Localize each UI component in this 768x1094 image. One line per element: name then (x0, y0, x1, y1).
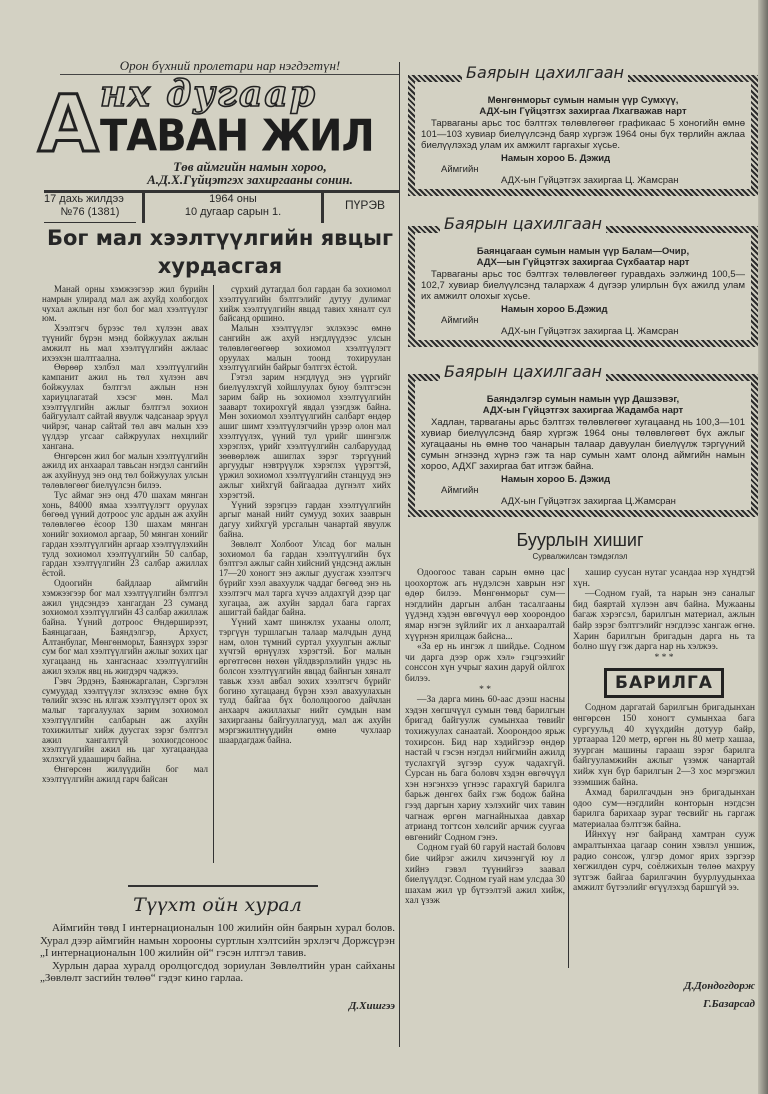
masthead-script-title: нх дугаар (100, 73, 317, 115)
paragraph: Өөрөөр хэлбэл мал хээлтүүлгийн кампанит ажил нь төл хүлээн авч бойжуулах бэлтгэл ажлын нэн хариуцлагатай хэсэг мөн. Мал хээлтүүлгийн ажлыг бэлтгэл зохион байгуулалт сайтай явуулж чадсанаар эрүүл чийрэг, чанар сайтай төл авч малын хээ үүлдэр угсааг сайжруулах нөхцлийг хангана. (42, 362, 208, 451)
telegram-signatures (421, 474, 745, 507)
paragraph: Үүний хамт шинжлэх ухааны ололт, тэргүүн туршлагын талаар малчдын дунд нам, олон түмний суртал ухуулгын ажлыг хүчтэй өрнүүлэх хэрэгтэй. Бог малын өргөтгөсөн нөхөн үйлдвэрлэлийн үндэс нь болсон хээлтүүлгийн явцад байнгын хяналт тавьж хээл авбал зохих хээлтэгч бүрийг богино хугацаанд бүрэн хээл авахуулахын тулд байгаа бүх бололцоогоо дайчлан анхаарч ажиллахыг нийт сумдын нам захиргааны байгууллагууд, мал аж ахуйн мэргэжилтнүүдийн өмнө чухлаар шаардагдаж байна. (219, 617, 391, 745)
feature-inset-label: БАРИЛГА (604, 668, 724, 698)
paragraph: Өнгөрсөн жил бог малын хээлтүүлгийн ажилд их анхаарал тавьсан нэгдэл сангийн аж ахуйнууд энэ онд төл бойжуулах улсын төлөвлөгөөг биелүүлсэн билээ. (42, 450, 208, 490)
telegram-recipient: Мөнгөнморьт сумын намын үүр Сумхүү, (487, 95, 679, 106)
telegram-recipient: Баянцагаан сумын намын үүр Балам—Очир, (476, 246, 690, 257)
paragraph: хашир суусан нутаг усандаа нэр хүндтэй хүн. (573, 568, 755, 589)
issue-date (142, 193, 324, 223)
paragraph: Хурлын дараа хуралд оролцогсдод зориулан Зөвлөлтийн уран сайханы „Зөвлөлт засгийн төлөө“ гэдэг кино гарлаа. (40, 959, 395, 984)
paragraph: сүрхий дутагдал бол гардан ба зохиомол хээлтүүлгийн бэлтгэлийг дутуу дулимаг хийж хээлтүүлгийн явцад тавих хяналт сул байсанд оршино. (219, 284, 391, 324)
telegram-signature-party: Намын хороо Б.Дэжид (501, 304, 608, 315)
paragraph: Аймгийн төвд I интернационалын 100 жилийн ойн баярын хурал болов. Хурал дээр аймгийн намын хорооны суртлын хэлтсийн эрхлэгч Доржсүрэн „I интернационалын 100 жилийн ой“ гэсэн илтгэл тавив. (40, 922, 395, 959)
paragraph: «За ер нь ингэж л шийдье. Содном чи дарга дээр орж хэл» гэцгээхийг сонссон хүн учрыг яахин даруй ойлгох билээ. (405, 642, 565, 684)
telegram-signature-admin: АДХ-ын Гүйцэтгэх захиргаа Ц.Жамсран (501, 496, 676, 507)
paragraph: Малын хээлтүүлэг эхлэхээс өмнө сангийн аж ахуй нэгдлүүдээс улсын төлөвлөгөөгөөр зохиомол хээлтүүлэгт оруулах малын тоонд тохируулан хээлтүүлгийн байрыг бэлтгэх ёстой. (219, 323, 391, 373)
telegram-recipient: Баяндэлгэр сумын намын үүр Дашзэвэг, (486, 394, 680, 405)
scan-edge (758, 0, 768, 1094)
publication-year: 17 дахь жилдээ (44, 193, 124, 205)
paragraph: * * * (654, 652, 674, 663)
feature-article-subtitle: Сурвалжилсан тэмдэглэл (532, 552, 628, 561)
paragraph: Үүний зэрэгцээ гардан хээлтүүлгийн аргыг манай нийт сумууд зохих зааврын дагуу хийхгүй урсгалын чанартай явуулж байна. (219, 499, 391, 539)
telegram-box (408, 75, 758, 196)
telegram-aimag-label: Аймгийн (441, 164, 479, 175)
paragraph: —Содном гуай, та нарын энэ саналыг бид баяртай хүлээн авч байна. Мужааны багаж хэрэгсэл, барилгын материал, ажлын байр зэрэг бэлтгэлийг нэгдлээс хангаж өгнө. Харин барилгын бригадын дарга нь та болно шүү гэж дарга нар нь хэлжээ. (573, 589, 755, 653)
feature-article-column-1 (405, 568, 565, 907)
paragraph: Манай орны хэмжээгээр жил бүрийн намрын улиралд мал аж ахуйд холбогдох чухал ажлын нэг бол бог мал хээлтүүлэг юм. (42, 284, 208, 324)
main-article-column-2 (219, 285, 391, 745)
telegram-box (408, 226, 758, 347)
weekday: ПҮРЭВ (345, 198, 385, 212)
masthead-title: ТАВАН ЖИЛ (100, 111, 374, 162)
telegram-message: Тарваганы арьс тос бэлтгэх төлөвлөгөөг графикаас 5 хоногийн өмнө 101—103 хувиар биелүүлсэнд баяр хүргэж 1964 оны бүх төрлийн ажлаа биелүүлэхэд улам их амжилт гаргахыг хүсье. (421, 118, 745, 151)
paragraph: Ахмад барилгачдын энэ бригадынхан одоо сум—нэгдлийн конторын нэгдсэн барилга барихаар зураг төсвийг нь гаргаж материалаа бэлтгэж байна. (573, 788, 755, 830)
feature-article-title: Буурлын хишиг (516, 530, 644, 550)
paragraph: Содном гуай 60 гаруй настай боловч бие чийрэг ажилч хичээнгүй юу л хийнэ гэвэл түүнийгээ заавал биелүүлдэг. Содном гуай нам улсдаа 30 шахам жил үр бүтээлтэй ажил хийж, хал үзэж (405, 843, 566, 907)
telegram-signatures (421, 304, 745, 337)
telegram-aimag-label: Аймгийн (441, 315, 479, 326)
paragraph: Гэтэл зарим нэгдлүүд энэ үүргийг биелүүлэхгүй хойшлуулах буюу бэлтгэсэн зарим байр нь зохиомол хээлтүүлгийн зааварт тохирохгүй явдал үзэгдэж байна. Мөн зохиомол хээлтүүлгийн салбарт өндөр ашиг шимт хээлтүүлэгчийн үрээр олон мал хээлтүүлэх, үүний тул үрийг шингэлж хэрэглэх, үрийг хээлтүүлгийн салбаруудад зөөвөрлөж ашиглах зэрэг тэргүүний аргуудыг нэвтрүүлж хэрэглэх үүрэгтэй, үржил зохиомол хээлтүүлгийн станцууд энэ ажлыг хийхгүй байгаадаа дүгнэлт хийх хэрэгтэй. (219, 372, 391, 500)
issue-number: №76 (1381) (60, 206, 120, 218)
telegram-heading: Баярын цахилгаан (462, 63, 628, 82)
feature-author-1: Д.Дондогдорж (683, 980, 755, 992)
subtitle-line-2: А.Д.Х.Гүйцэтгэх захиргааны сонин. (147, 172, 353, 187)
subtitle-line-1: Төв аймгийн намын хороо, (173, 159, 327, 174)
meeting-article-author: Д.Хишгээ (348, 1000, 395, 1012)
section-divider (128, 885, 318, 887)
telegram-recipient: АДХ—ын Гүйцэтгэх захиргаа Сүхбаатар нарт (476, 257, 690, 268)
main-article-column-1 (42, 285, 208, 785)
masthead-motto: Орон бүхний пролетари нар нэгдэгтүн! (60, 58, 400, 75)
paragraph: * * (479, 684, 491, 695)
feature-author-2: Г.Базарсад (703, 998, 755, 1010)
telegram-signatures (421, 153, 745, 186)
date-year: 1964 оны (209, 193, 257, 205)
issue-info-strip (44, 190, 400, 223)
masthead-logo-letter: А (38, 80, 99, 170)
telegram-recipient: АДХ-ын Гүйцэтгэх захиргаа Лхагважав нарт (479, 106, 687, 117)
main-headline (40, 224, 400, 280)
paragraph: Содном даргатай барилгын бригадынхан өнгөрсөн 150 хоногт сумынхаа бага сургуульд 40 хүүхдийн дотуур байр, уртаараа 120 метр, өргөн нь 80 метр хашаа, зуурган машины гарааш зэрэг барилга байгууламжийн ажлыг үзэмж чанартай хийж хүн бүр барилгын 2—3 хос мэргэжил эзэмшиж байна. (573, 703, 755, 788)
paragraph: Зөвлөлт Холбоот Улсад бог малын зохиомол ба гардан хээлтүүлгийн бүх бэлтгэл ажлыг сайн хийсний үндсэнд ажлын 17—20 хоногт энэ ажлыг дуусгаж хээлтэгч бүрийг хээл авахуулж чаддаг бөгөөд энэ нь хээлтэгч мал тарга хүчээ алдахгүй дээр цаг хугацаа, аж ахуйн зардал бага гаргах ашигтай байдаг байна. (219, 538, 391, 618)
column-divider (568, 568, 569, 968)
telegram-heading: Баярын цахилгаан (440, 214, 606, 233)
meeting-article-title: Түүхт ойн хурал (133, 894, 302, 916)
paragraph: Одоогоос таван сарын өмнө цас цоохортож агь нүдэлсэн хаврын нэг өдөр билээ. Мөнгөнморьт сум—нэгдлийн даргын албан тасалгааны үүдэнд хэдэн өвгөчүүл өөр хоорондоо ямар нэгэн зүйлийг их л анхааралтай хүүрнэн ярилцаж байсна... (405, 568, 565, 642)
telegram-heading: Баярын цахилгаан (440, 362, 606, 381)
masthead-subtitle (100, 160, 400, 186)
telegram-message: Тарваганы арьс тос бэлтгэх төлөвлөгөөг гуравдахь ээлжинд 100,5—102,7 хувиар биелүүлсэнд талархаж 4 дүгээр улирлын бүх ажилд улам их амжилт олохыг хүсье. (421, 269, 745, 302)
paragraph: Өнгөрсөн жилүүдийн бог мал хээлтүүлгийн ажилд гарч байсан (42, 764, 208, 784)
column-divider (213, 285, 214, 863)
meeting-article-body (40, 922, 395, 985)
telegram-signature-party: Намын хороо Б. Дэжид (501, 153, 611, 164)
telegram-recipient: АДХ-ын Гүйцэтгэх захиргаа Жадамба нарт (482, 405, 684, 416)
paragraph: Хээлтэгч бүрээс төл хүлээн авах түүнийг бүрэн мэнд бойжуулах ажлын амжилт нь мал хээлтүүлгийн ажлаас ихээхэн шалтгаална. (42, 323, 208, 363)
telegram-signature-party: Намын хороо Б. Дэжид (501, 474, 611, 485)
headline-line-2: хурдасгая (157, 254, 283, 278)
headline-line-1: Бог мал хээлтүүлгийн явцыг (46, 226, 394, 250)
telegram-aimag-label: Аймгийн (441, 485, 479, 496)
paragraph: Ийнхүү нэг байранд хамтран сууж амралтынхаа цагаар сонин хэвлэл уншиж, радио сонсож, үлгэр домог ярих зэргээр хөгжилдөн сурч, соёлжихын төлөө махруу зүтгэж байгаа барилгачин буурлуудынхаа амжилт бүтээлийг өгүүлэхэд баршгүй ээ. (573, 830, 755, 894)
date-day: 10 дугаар сарын 1. (184, 206, 282, 218)
feature-article-column-2 (573, 568, 755, 894)
telegram-box (408, 374, 758, 517)
paragraph: Гэвч Эрдэнэ, Баянжаргалан, Сэргэлэн сумуудад хээлтүүлэг эхлэхээс өмнө бүх төлийг эхээс нь ялгаж хээлтүүлэгт орох эх малыг таргалуулах зарим зохиомол хээлтүүлгийн салбарын аж ахуйн тохижилтыг хийж дуусгах зэрэг бэлтгэл ажил хангалтгүй зохиогдсоноос хээлтүүлгийн ажил нь цаг хугацаандаа эхлэхгүй удааширч байна. (42, 675, 208, 765)
paragraph: —За дарга минь 60-аас дээш насны хэдэн хөгшчүүл сумын төвд барилгын бригад байгуулж сумынхаа төвийг тохижуулах санаатай. Хоорондоо ярьж тохирсон. Бид нар хэдийгээр өндөр настай ч гэсэн нэгдэл нийгмийн ажилд туслахгүй зүгээр сууж чадахгүй. Сурсан нь бага боловч хэдэн өвгөчүүл хэн нэгэнхээ үгнээс гарахгүй барилга барьж дөнгөх байх гэж бодож байна гээд даргын хариу хэлэхийг чих тавин чагнаж өргөн магнайныхаа давхар атрианд тогтсон хөлсийг арчиж суугаа өвгөнийг Содном гэнэ. (405, 695, 565, 843)
page-column-rule (399, 62, 400, 1047)
telegram-signature-admin: АДХ-ын Гүйцэтгэх захиргаа Ц. Жамсран (501, 326, 679, 337)
issue-volume (44, 193, 136, 223)
paragraph: Тус аймаг энэ онд 470 шахам мянган хонь, 84000 ямаа хээлтүүлэгт оруулах бөгөөд үүний дотроос улс ардын аж ахуйн төлөвлөгөө ёсоор 130 шахам мянган хонийг зохиомол аргаар, 50 мянган хонийг гардан хээлтүүлгийн аргаар хээлтүүлэхийн тулд зохиомол хээлтүүлгийн 50 салбар, гардан хээлтүүлгийн 23 салбар ажиллах ёстой. (42, 489, 208, 579)
telegram-message: Хадлан, тарваганы арьс бэлтгэх төлөвлөгөөг хугацаанд нь 100,3—101 хувиар биелүүлсэнд баяр хүргэж 1964 оны төлөвлөгөөт бүх ажлыг хугацааны нь өмнө тоо чанарын талаар давуулан биелүүлж тэргүүний сумын эгнээнд хүрнэ гэж та нар сумын хамт олонд аймгийн намын хороо, АДХГ захиргаа бат итгэж байна. (421, 417, 745, 472)
paragraph: Одоогийн байдлаар аймгийн хэмжээгээр бог мал хээлтүүлгийн бэлтгэл ажил үндсэндээ хангагдан 23 суманд зохиомол хээлтүүлгийн 43 салбар ажиллаж байна. Үүний дотроос Өндөрширээт, Баянцагаан, Баяндэлгэр, Архуст, Алтанбулаг, Мөнгөнморьт, Баянзүрх зэрэг сум бог мал хээлтүүлгийн ажлыг зохих цаг хугацаанд нь хангаснаас хээлтүүлгийн ажил эхэлж явц нь жигдэрч чаджээ. (42, 577, 208, 677)
telegram-signature-admin: АДХ-ын Гүйцэтгэх захиргаа Ц. Жамсран (501, 175, 679, 186)
